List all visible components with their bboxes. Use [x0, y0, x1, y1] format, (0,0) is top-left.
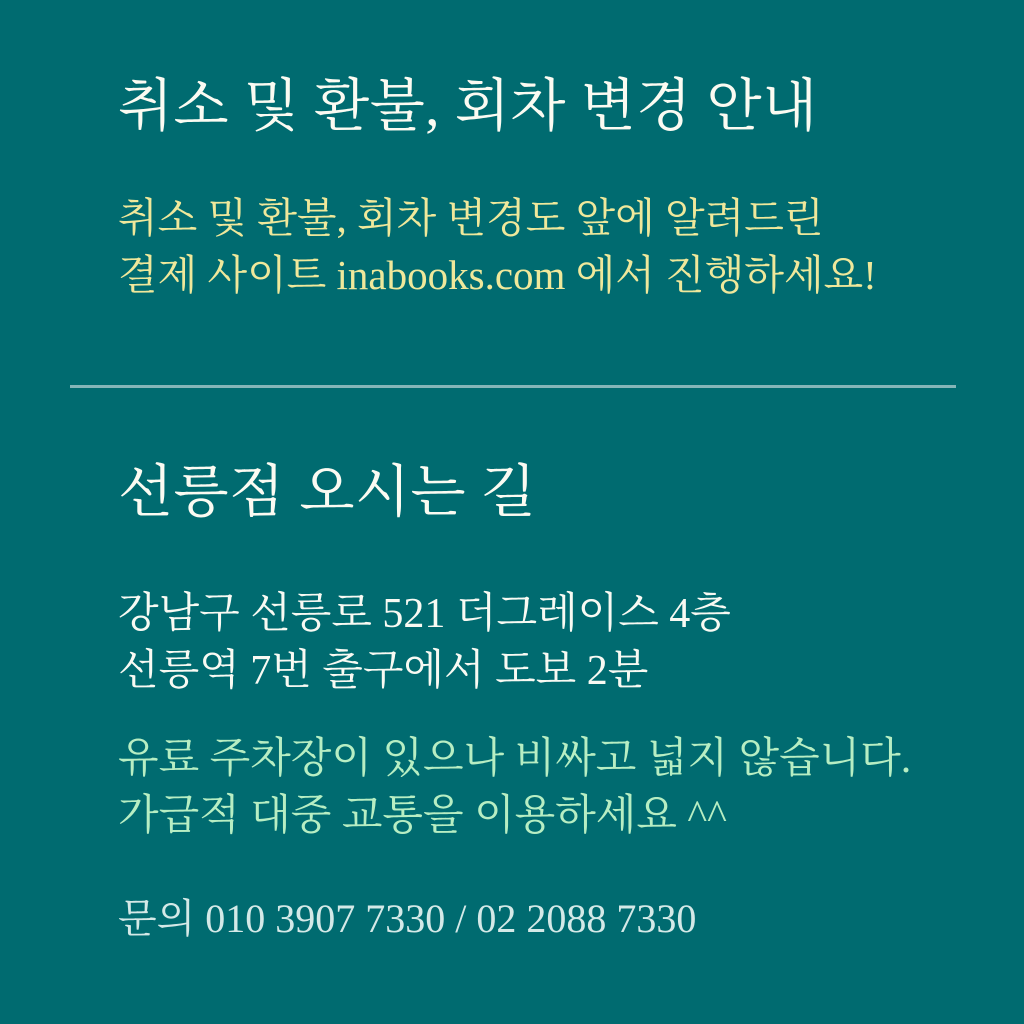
address-line: 강남구 선릉로 521 더그레이스 4층 [118, 591, 731, 637]
section-divider [70, 385, 956, 388]
contact-line: 문의 010 3907 7330 / 02 2088 7330 [118, 896, 697, 941]
parking-note-line: 가급적 대중 교통을 이용하세요 ^^ [118, 793, 727, 839]
address-line: 선릉역 7번 출구에서 도보 2분 [118, 648, 649, 694]
refund-body-line: 결제 사이트 inabooks.com 에서 진행하세요! [118, 252, 877, 298]
contact-info [118, 890, 696, 947]
parking-note-line: 유료 주차장이 있으나 비싸고 넓지 않습니다. [118, 736, 912, 782]
refund-section-title: 취소 및 환불, 회차 변경 안내 [118, 75, 818, 138]
refund-body [118, 190, 877, 304]
address-block [118, 586, 731, 700]
parking-note [118, 731, 911, 845]
refund-body-line: 취소 및 환불, 회차 변경도 앞에 알려드린 [118, 195, 824, 241]
directions-section-title: 선릉점 오시는 길 [118, 461, 537, 524]
